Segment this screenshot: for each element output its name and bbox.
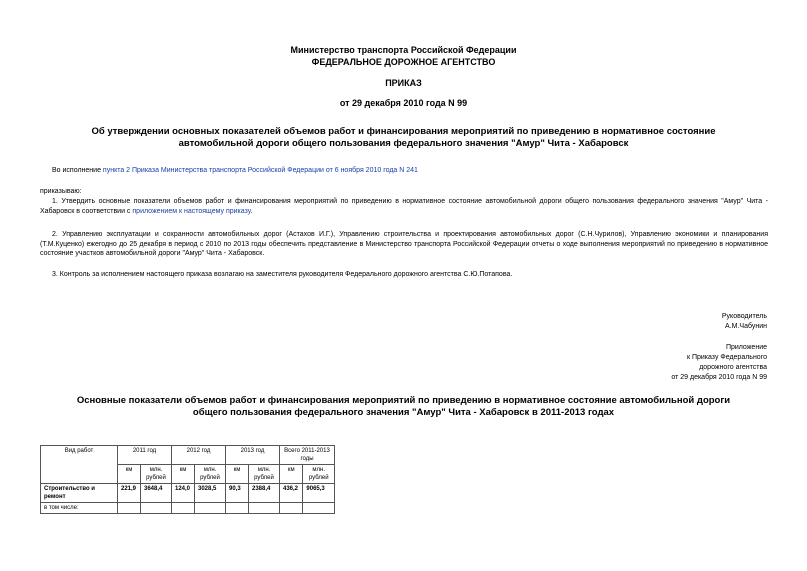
subheader-mln: млн. рублей (303, 465, 335, 484)
subheader-mln: млн. рублей (195, 465, 226, 484)
table-cell: 221,9 (118, 484, 141, 503)
preamble-prefix: Во исполнение (52, 167, 103, 174)
header-2013: 2013 год (226, 446, 280, 465)
row-name: в том числе: (41, 503, 118, 514)
subheader-km: км (172, 465, 195, 484)
table-row (41, 484, 335, 503)
appendix-title: Основные показатели объемов работ и финансирования мероприятий по приведению в нормативное состояние автомобильной дороги общего пользования федерального значения "Амур" Чита - Хабаровск в 2011-2013 годах (76, 395, 731, 418)
ministry-name: Министерство транспорта Российской Федерации (290, 45, 517, 55)
doc-date-number: от 29 декабря 2010 года N 99 (339, 98, 468, 108)
doc-title: Об утверждении основных показателей объемов работ и финансирования мероприятий по приведению в нормативное состояние автомобильной дороги общего пользования федерального значения "Амур" Чита - Хабаровск (91, 126, 716, 149)
header-total: Всего 2011-2013 годы (280, 446, 335, 465)
table-cell: 436,2 (280, 484, 303, 503)
item-1 (40, 197, 768, 216)
appendix-ref-3: дорожного агентства (699, 364, 767, 371)
table-row (41, 503, 335, 514)
appendix-link[interactable]: приложением к настоящему приказу (132, 207, 251, 215)
table-cell: 2388,4 (249, 484, 280, 503)
table-cell (118, 503, 141, 514)
row-name: Строительство и ремонт (41, 484, 118, 503)
header-2012: 2012 год (172, 446, 226, 465)
table-cell (249, 503, 280, 514)
signature-name: А.М.Чабунин (725, 323, 767, 330)
table-cell (303, 503, 335, 514)
subheader-km: км (226, 465, 249, 484)
appendix-ref-2: к Приказу Федерального (686, 354, 767, 361)
item-2: 2. Управлению эксплуатации и сохранности автомобильных дорог (Астахов И.Г.), Управлению строительства и проектирования автомобильных дорог (С.Н.Чурилов), Управлению экономики и планирования (Т.М.Куценко) ежегодно до 25 декабря в период с 2010 по 2013 годы обеспечить представление в Министерство транспорта Российской Федерации отчеты о ходе выполнения мероприятий по приведению в нормативное состояние участков автомобильной дороги "Амур" Чита - Хабаровск. (40, 231, 768, 257)
appendix-ref-1: Приложение (725, 344, 767, 351)
doc-type: ПРИКАЗ (385, 78, 422, 88)
item-1-text: 1. Утвердить основные показатели объемов работ и финансирования мероприятий по приведению в нормативное состояние автомобильной дороги общего пользования федерального значения "Амур" Чита - Хабаровск в соответствии с (40, 198, 768, 215)
preamble (40, 166, 768, 176)
order-word: приказываю: (40, 188, 82, 195)
table-cell: 90,3 (226, 484, 249, 503)
appendix-ref-4: от 29 декабря 2010 года N 99 (671, 374, 767, 381)
subheader-km: км (280, 465, 303, 484)
subheader-km: км (118, 465, 141, 484)
agency-name: ФЕДЕРАЛЬНОЕ ДОРОЖНОЕ АГЕНТСТВО (311, 57, 496, 67)
table-cell (226, 503, 249, 514)
table-cell: 3028,5 (195, 484, 226, 503)
table-cell (195, 503, 226, 514)
signature-role: Руководитель (721, 313, 767, 320)
table-cell: 124,0 (172, 484, 195, 503)
subheader-mln: млн. рублей (141, 465, 172, 484)
item-3: 3. Контроль за исполнением настоящего приказа возлагаю на заместителя руководителя Федерального дорожного агентства С.Ю.Потапова. (52, 271, 513, 278)
header-2011: 2011 год (118, 446, 172, 465)
subheader-mln: млн. рублей (249, 465, 280, 484)
indicators-table (40, 445, 335, 514)
item-1-end: . (250, 207, 253, 215)
table-cell (172, 503, 195, 514)
table-cell: 9065,3 (303, 484, 335, 503)
table-cell (141, 503, 172, 514)
preamble-link[interactable]: пункта 2 Приказа Министерства транспорта Российской Федерации от 6 ноября 2010 года N 241 (102, 167, 418, 174)
header-work-type: Вид работ (41, 446, 118, 484)
table-cell (280, 503, 303, 514)
table-cell: 3648,4 (141, 484, 172, 503)
